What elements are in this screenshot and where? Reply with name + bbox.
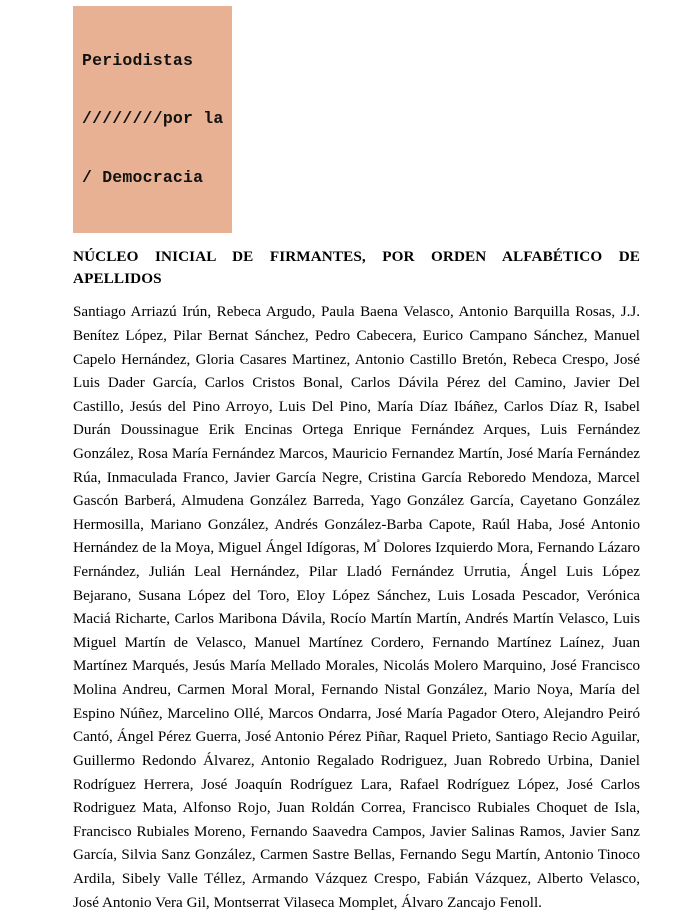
logo-box [73, 6, 232, 233]
logo-line-1: Periodistas [82, 50, 194, 70]
feminine-ordinal-superscript: ª [376, 538, 380, 550]
logo-line-2: ////////por la [82, 109, 224, 129]
page-title: NÚCLEO INICIAL DE FIRMANTES, POR ORDEN ALFABÉTICO DE APELLIDOS [73, 248, 640, 287]
logo-line-3: / Democracia [82, 167, 204, 187]
signatories-text-part-1: Santiago Arriazú Irún, Rebeca Argudo, Paula Baena Velasco, Antonio Barquilla Rosas, J.J. Benítez López, Pilar Bernat Sánchez, Pedro Cabecera, Eurico Campano Sánchez, Manuel Capelo Hernández, Gloria Casares Martinez, Antonio Castillo Bretón, Rebeca Crespo, José Luis Dader García, Carlos Cristos Bonal, Carlos Dávila Pérez del Camino, Javier Del Castillo, Jesús del Pino Arroyo, Luis Del Pino, María Díaz Ibáñez, Carlos Díaz R, Isabel Durán Doussinague Erik Encinas Ortega Enrique Fernández Arques, Luis Fernández González, Rosa María Fernández Marcos, Mauricio Fernandez Martín, José María Fernández Rúa, Inmaculada Franco, Javier García Negre, Cristina García Reboredo Mendoza, Marcel Gascón Barberá, Almudena González Barreda, Yago González García, Cayetano González Hermosilla, Mariano González, Andrés González-Barba Capote, Raúl Haba, José Antonio Hernández de la Moya, Miguel Ángel Idígoras, M [73, 304, 640, 557]
signatories-list-paragraph [73, 301, 640, 915]
organization-logo [73, 0, 640, 233]
signatories-text-part-2: Dolores Izquierdo Mora, Fernando Lázaro Fernández, Julián Leal Hernández, Pilar Lladó Fernández Urrutia, Ángel Luis López Bejarano, Susana López del Toro, Eloy López Sánchez, Luis Losada Pescador, Verónica Maciá Richarte, Carlos Maribona Dávila, Rocío Martín Martín, Andrés Martín Velasco, Luis Miguel Martín de Velasco, Manuel Martínez Cordero, Fernando Martínez Laínez, Juan Martínez Marqués, Jesús María Mellado Morales, Nicolás Molero Marquino, José Francisco Molina Andreu, Carmen Moral Moral, Fernando Nistal González, Mario Noya, María del Espino Núñez, Marcelino Ollé, Marcos Ondarra, José María Pagador Otero, Alejandro Peiró Cantó, Ángel Pérez Guerra, José Antonio Pérez Piñar, Raquel Prieto, Santiago Recio Aguilar, Guillermo Redondo Álvarez, Antonio Regalado Rodriguez, Juan Robredo Urbina, Daniel Rodríguez Herrera, José Joaquín Rodríguez Lara, Rafael Rodríguez López, José Carlos Rodriguez Mata, Alfonso Rojo, Juan Roldán Correa, Francisco Rubiales Choquet de Isla, Francisco Rubiales Moreno, Fernando Saavedra Campos, Javier Salinas Ramos, Javier Sanz García, Silvia Sanz González, Carmen Sastre Bellas, Fernando Segu Martín, Antonio Tinoco Ardila, Sibely Valle Téllez, Armando Vázquez Crespo, Fabián Vázquez, Alberto Velasco, José Antonio Vera Gil, Montserrat Vilaseca Momplet, Álvaro Zancajo Fenoll. [73, 540, 641, 911]
